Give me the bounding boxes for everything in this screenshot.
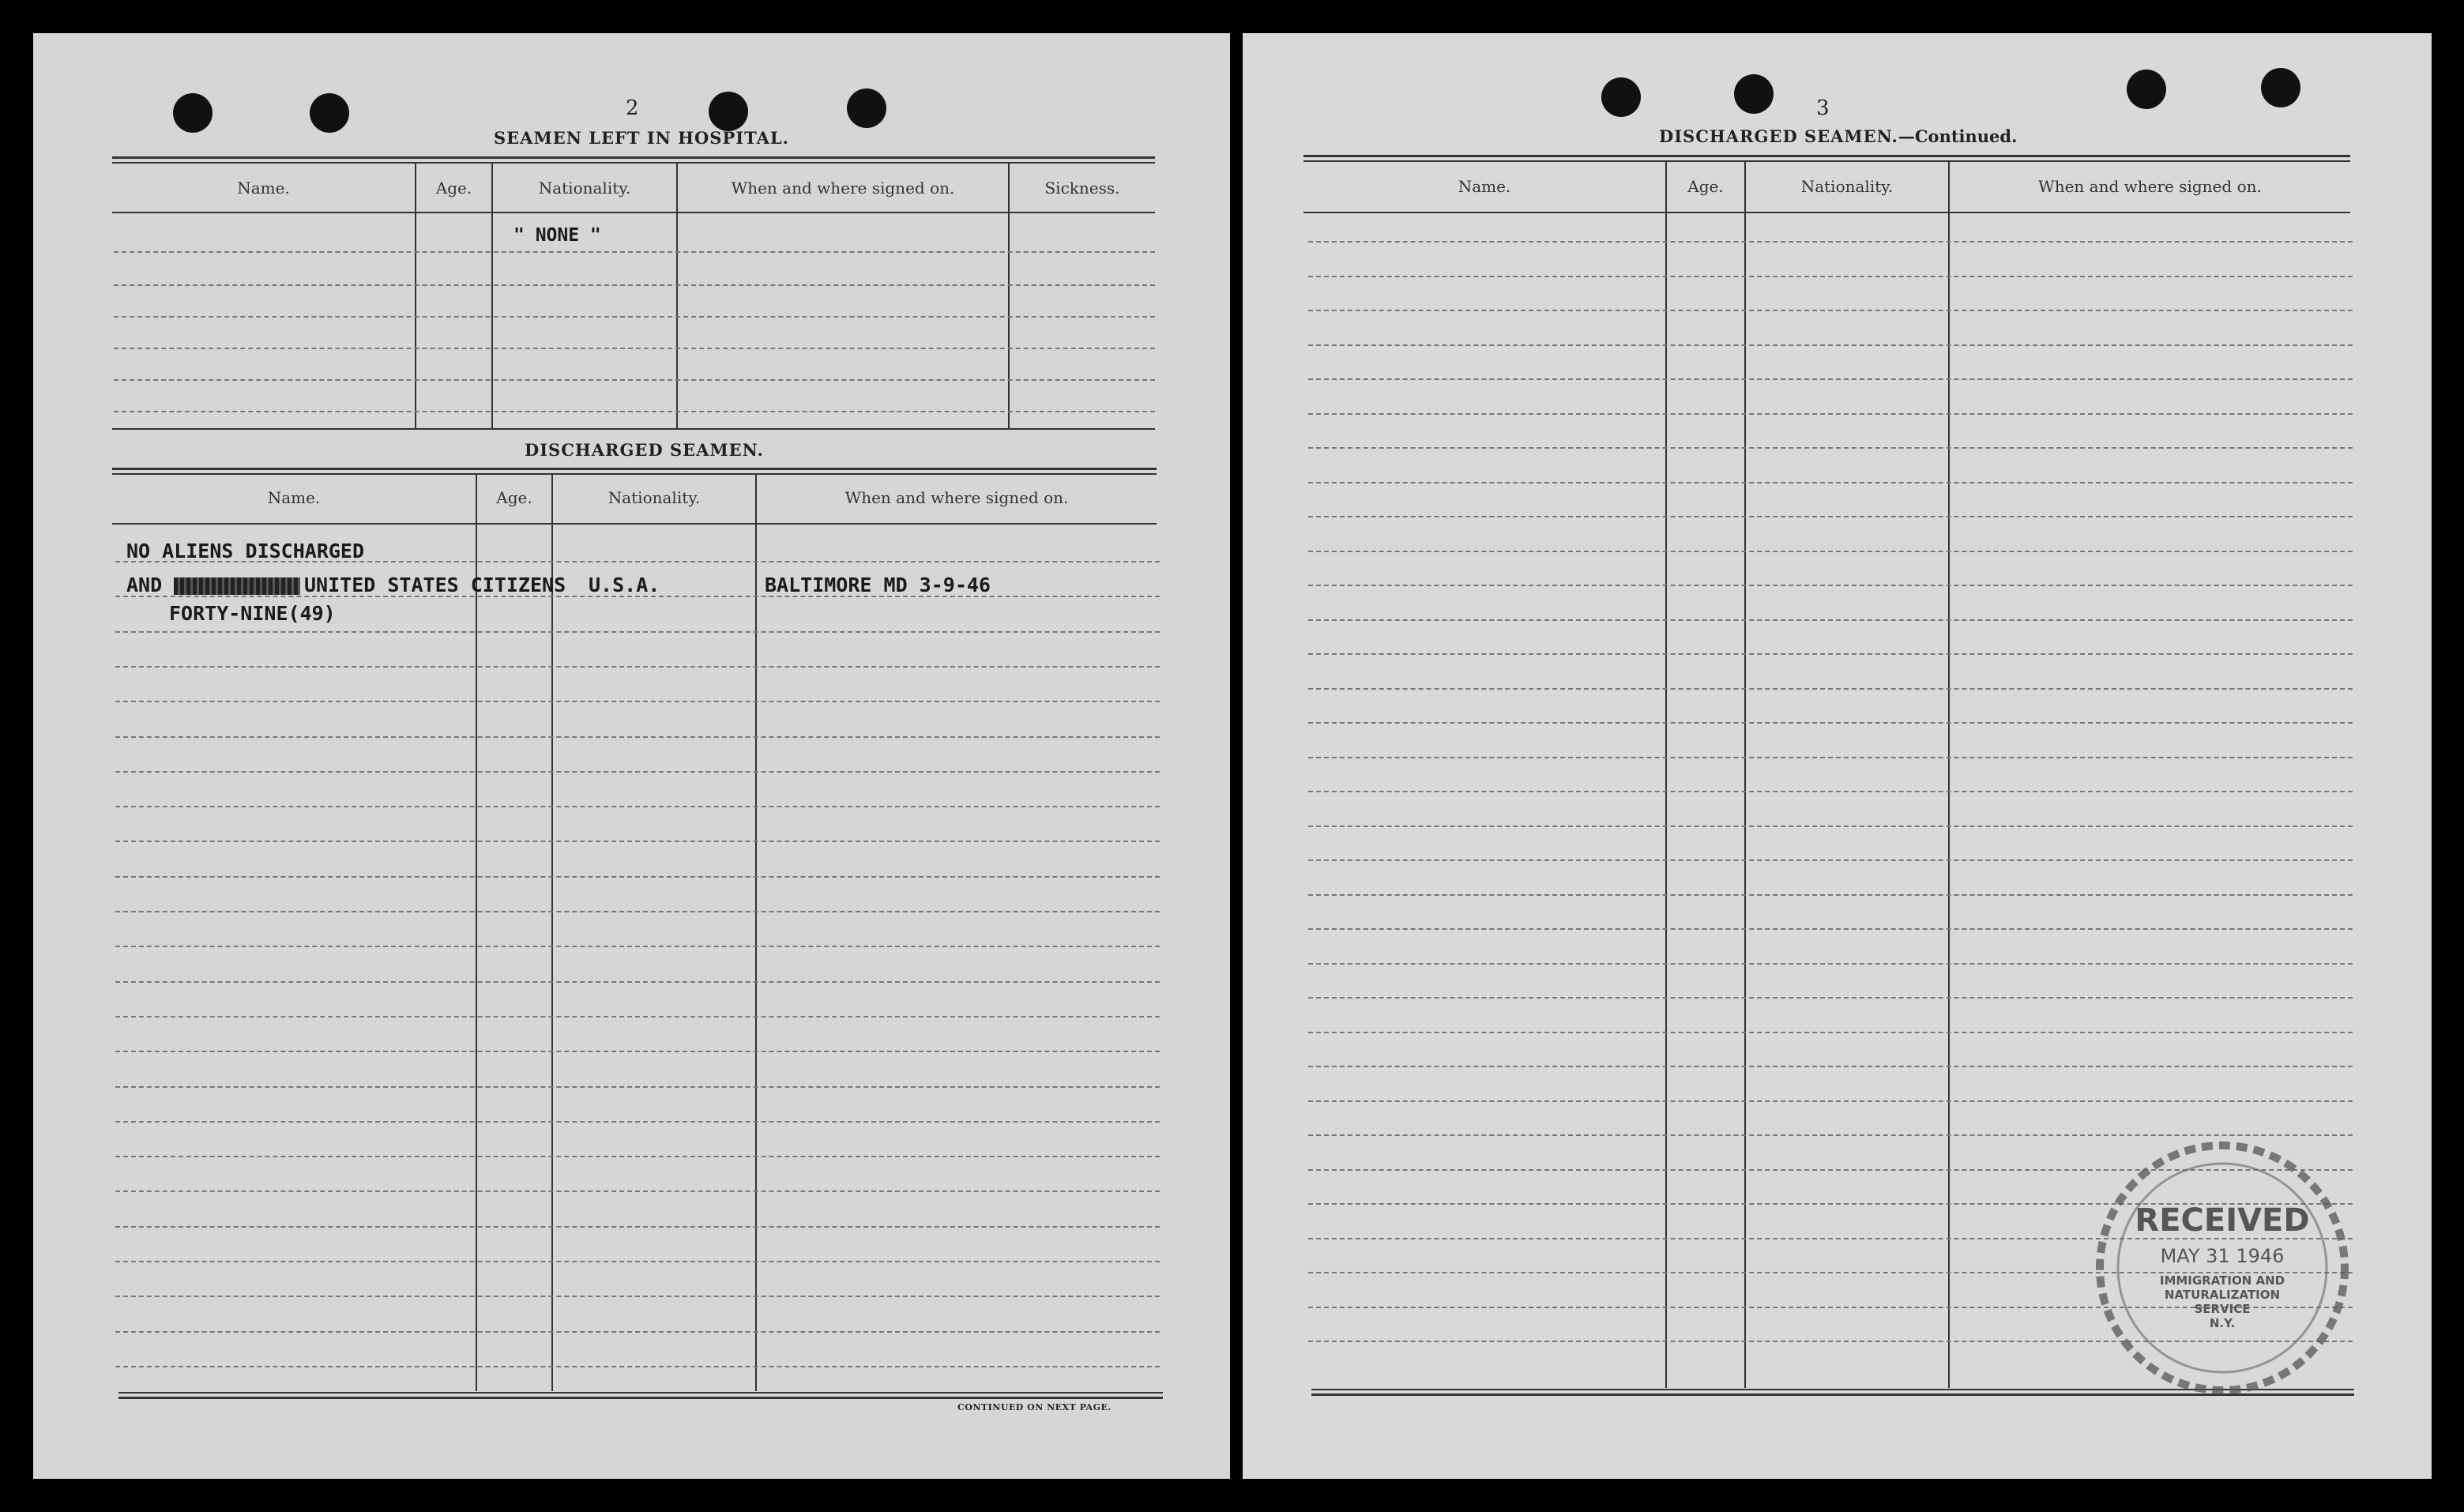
stamp-date: MAY 31 1946 [2160, 1245, 2285, 1267]
hospital-section-title: SEAMEN LEFT IN HOSPITAL. [494, 128, 789, 148]
punch-hole [847, 88, 886, 128]
column-header-age: Age. [435, 179, 472, 197]
continued-footer: CONTINUED ON NEXT PAGE. [957, 1402, 1112, 1412]
ruled-line [1308, 826, 2353, 827]
ruled-line [1308, 894, 2353, 896]
punch-hole [2127, 70, 2166, 109]
column-header-nationality: Nationality. [608, 488, 701, 507]
ruled-line [115, 1331, 1160, 1333]
ruled-line [115, 1226, 1160, 1228]
ruled-line [1308, 413, 2353, 415]
ruled-line [1308, 276, 2353, 277]
stamp-received: RECEIVED [2135, 1202, 2310, 1239]
column-header-nationality: Nationality. [538, 179, 631, 197]
ruled-line [1308, 378, 2353, 380]
ruled-line [115, 981, 1160, 983]
ruled-line [1308, 516, 2353, 517]
ruled-line [115, 736, 1160, 738]
column-header-name: Name. [267, 488, 321, 507]
ruled-line [1308, 585, 2353, 586]
page-number: 2 [626, 96, 639, 120]
ruled-line [1308, 619, 2353, 621]
ruled-line [1308, 1100, 2353, 1102]
ruled-line [1308, 791, 2353, 792]
ruled-line [1308, 482, 2353, 483]
ruled-line [115, 946, 1160, 947]
svg-text:N.Y.: N.Y. [2209, 1316, 2236, 1330]
ruled-line [1308, 241, 2353, 243]
svg-text:NATURALIZATION: NATURALIZATION [2164, 1288, 2281, 1302]
punch-hole [1601, 77, 1641, 117]
entry-signed-on: BALTIMORE MD 3-9-46 [765, 574, 991, 596]
ruled-line [115, 1016, 1160, 1017]
punch-hole [310, 93, 349, 133]
struck-out-text [174, 577, 300, 595]
column-header-sickness: Sickness. [1044, 179, 1120, 197]
ruled-line [115, 876, 1160, 878]
discharged-section-title: DISCHARGED SEAMEN. [525, 440, 764, 460]
column-header-age: Age. [496, 488, 532, 507]
ruled-line [1308, 722, 2353, 724]
ruled-line [1308, 997, 2353, 999]
punch-hole [1734, 74, 1774, 114]
ruled-line [1308, 1032, 2353, 1033]
page-number: 3 [1816, 96, 1830, 120]
svg-text:IMMIGRATION AND: IMMIGRATION AND [2159, 1273, 2285, 1288]
received-stamp [2092, 1138, 2353, 1398]
ruled-line [115, 841, 1160, 842]
ruled-line [1308, 688, 2353, 690]
ruled-line [115, 1366, 1160, 1367]
ruled-line [1308, 551, 2353, 552]
entry-citizens-nationality: U.S.A. [589, 574, 660, 596]
column-header-name: Name. [1458, 177, 1511, 196]
ruled-line [1308, 447, 2353, 449]
ruled-line [1308, 963, 2353, 965]
ruled-line [115, 1261, 1160, 1262]
ruled-line [115, 1051, 1160, 1052]
ruled-line [1308, 653, 2353, 655]
ruled-line [1308, 310, 2353, 311]
discharged-continued-title: DISCHARGED SEAMEN.—Continued. [1659, 126, 2018, 146]
svg-text:SERVICE: SERVICE [2194, 1302, 2251, 1316]
entry-citizens-name: UNITED STATES CITIZENS [304, 574, 566, 596]
punch-hole [709, 92, 748, 131]
column-header-signed-on: When and where signed on. [2038, 177, 2262, 196]
ruled-line [115, 1190, 1160, 1192]
entry-citizens-prefix: AND [126, 574, 300, 596]
column-header-name: Name. [237, 179, 290, 197]
ruled-line [1308, 1066, 2353, 1067]
entry-count: FORTY-NINE(49) [169, 602, 336, 625]
ruled-line [115, 701, 1160, 702]
ruled-line [115, 1296, 1160, 1297]
ruled-line [115, 806, 1160, 807]
ruled-line [115, 1121, 1160, 1123]
column-header-age: Age. [1687, 177, 1724, 196]
ruled-line [1308, 344, 2353, 346]
column-header-signed-on: When and where signed on. [845, 488, 1069, 507]
column-header-signed-on: When and where signed on. [731, 179, 955, 197]
column-header-nationality: Nationality. [1800, 177, 1894, 196]
hospital-entry-none: " NONE " [513, 225, 601, 246]
ruled-line [1308, 928, 2353, 930]
entry-no-aliens: NO ALIENS DISCHARGED [126, 540, 365, 562]
ruled-line [115, 1156, 1160, 1157]
ruled-line [115, 631, 1160, 633]
ruled-line [1308, 859, 2353, 861]
ruled-line [1308, 757, 2353, 758]
ruled-line [115, 1086, 1160, 1088]
ruled-line [115, 771, 1160, 773]
punch-hole [2261, 68, 2300, 107]
ruled-line [115, 911, 1160, 912]
punch-hole [173, 93, 213, 133]
ruled-line [1308, 1134, 2353, 1136]
ruled-line [115, 666, 1160, 668]
